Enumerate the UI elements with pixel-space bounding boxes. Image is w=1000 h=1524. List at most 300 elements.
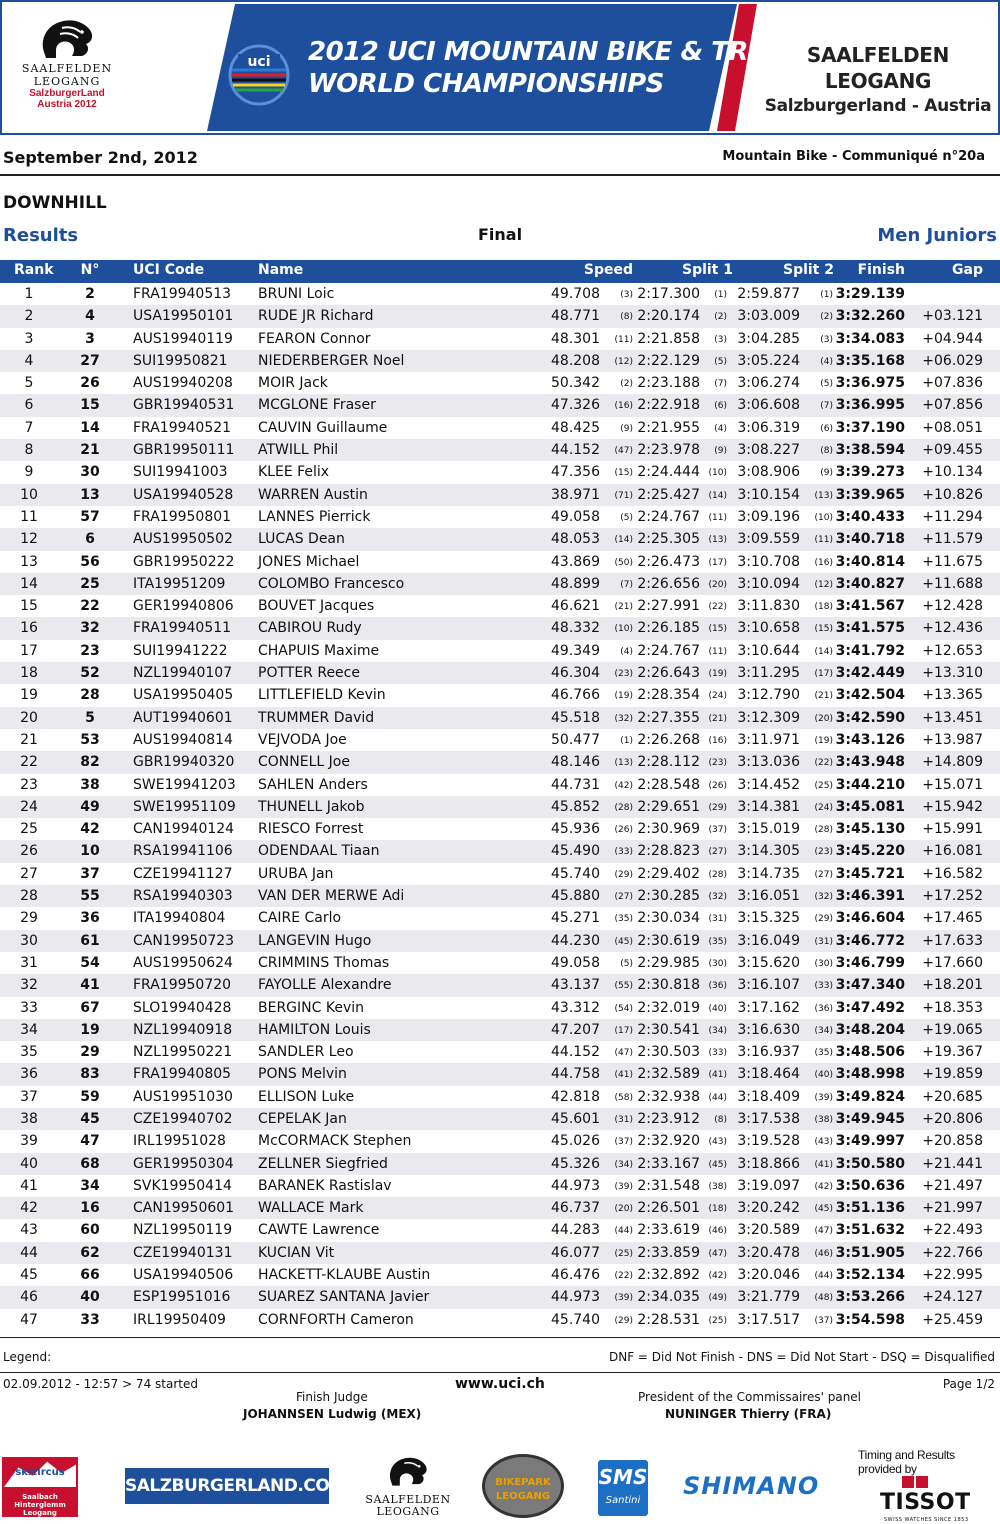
cell-rank: 41 xyxy=(20,1177,38,1194)
round-label: Final xyxy=(478,225,523,244)
table-row xyxy=(0,662,1000,684)
cell-rider-name: CAIRE Carlo xyxy=(258,910,342,927)
cell-finish-time: 3:51.632 xyxy=(835,1222,905,1239)
cell-uci-code: FRA19940513 xyxy=(133,286,232,302)
cell-split1-rank: (44) xyxy=(708,1092,727,1103)
cell-speed-rank: (22) xyxy=(614,1271,633,1282)
cell-finish-time: 3:41.567 xyxy=(835,598,905,615)
skicircus-text: skicircus xyxy=(15,1467,65,1478)
cell-rider-name: WALLACE Mark xyxy=(258,1200,364,1217)
cell-finish-time: 3:40.827 xyxy=(835,575,905,592)
communique-number: Mountain Bike - Communiqué n°20a xyxy=(722,149,985,164)
cell-rider-name: CHAPUIS Maxime xyxy=(258,642,380,659)
cell-finish-time: 3:43.948 xyxy=(835,754,905,771)
cell-split2-rank: (1) xyxy=(820,290,833,300)
cell-split1-rank: (24) xyxy=(708,691,727,702)
cell-speed: 47.207 xyxy=(551,1021,600,1038)
cell-uci-code: USA19940506 xyxy=(133,1267,234,1284)
cell-finish-time: 3:49.824 xyxy=(835,1088,905,1105)
skicircus-subtext: Saalbach Hinterglemm Leogang xyxy=(14,1493,66,1517)
cell-split2: 3:12.790 xyxy=(737,687,800,704)
cell-split2: 3:16.937 xyxy=(737,1044,800,1061)
col-header-rank: Rank xyxy=(14,262,54,278)
cell-gap: +07.856 xyxy=(922,397,983,414)
cell-gap: +18.201 xyxy=(922,977,983,994)
cell-uci-code: AUS19940119 xyxy=(133,330,233,347)
cell-number: 60 xyxy=(80,1222,100,1239)
cell-split2-rank: (38) xyxy=(814,1114,833,1125)
cell-speed-rank: (26) xyxy=(614,825,633,836)
cell-number: 42 xyxy=(80,821,100,838)
cell-speed: 46.077 xyxy=(551,1244,600,1261)
cell-split2-rank: (31) xyxy=(814,936,833,947)
uci-logo-icon xyxy=(228,44,290,106)
lion-icon xyxy=(382,1450,434,1490)
cell-rank: 11 xyxy=(20,508,38,525)
cell-split1: 2:33.859 xyxy=(637,1244,700,1261)
cell-split2-rank: (13) xyxy=(814,490,833,501)
cell-split2: 3:10.708 xyxy=(737,553,800,570)
banner-location-line1: SAALFELDEN LEOGANG xyxy=(806,43,950,93)
cell-uci-code: SWE19941203 xyxy=(133,776,236,793)
cell-split2: 2:59.877 xyxy=(737,286,800,302)
cell-uci-code: SUI19941222 xyxy=(133,642,228,659)
cell-uci-code: SLO19940428 xyxy=(133,999,232,1016)
discipline-title: DOWNHILL xyxy=(3,193,107,213)
cell-speed: 45.936 xyxy=(551,821,600,838)
cell-finish-time: 3:35.168 xyxy=(835,352,905,369)
cell-rank: 46 xyxy=(20,1289,38,1306)
cell-number: 5 xyxy=(85,709,95,726)
cell-number: 55 xyxy=(80,888,100,905)
cell-split1-rank: (49) xyxy=(708,1293,727,1304)
cell-uci-code: CZE19940131 xyxy=(133,1244,233,1261)
cell-speed-rank: (29) xyxy=(614,1315,633,1326)
cell-speed: 46.476 xyxy=(551,1267,600,1284)
cell-speed-rank: (23) xyxy=(614,669,633,680)
cell-split2: 3:09.196 xyxy=(737,508,800,525)
cell-speed-rank: (27) xyxy=(614,892,633,903)
cell-split1-rank: (34) xyxy=(708,1025,727,1036)
cell-split1-rank: (47) xyxy=(708,1248,727,1259)
cell-split2-rank: (9) xyxy=(820,468,833,479)
cell-rider-name: POTTER Reece xyxy=(258,665,360,682)
cell-split2-rank: (20) xyxy=(814,713,833,724)
cell-split2-rank: (32) xyxy=(814,892,833,903)
cell-rank: 9 xyxy=(24,464,34,481)
table-row xyxy=(0,372,1000,394)
cell-gap: +24.127 xyxy=(922,1289,983,1306)
cell-rider-name: NIEDERBERGER Noel xyxy=(258,352,405,369)
bikepark-text2: LEOGANG xyxy=(495,1491,551,1502)
cell-speed-rank: (7) xyxy=(620,579,633,590)
cell-split1: 2:26.501 xyxy=(637,1200,700,1217)
cell-finish-time: 3:48.204 xyxy=(835,1021,905,1038)
cell-split2: 3:08.227 xyxy=(737,442,800,459)
cell-number: 28 xyxy=(80,687,100,704)
cell-split1-rank: (8) xyxy=(714,1114,727,1125)
cell-split1-rank: (7) xyxy=(714,379,727,390)
cell-rank: 35 xyxy=(20,1044,38,1061)
cell-number: 57 xyxy=(80,508,100,525)
cell-uci-code: FRA19940521 xyxy=(133,419,232,436)
cell-split2-rank: (28) xyxy=(814,825,833,836)
cell-rider-name: RIESCO Forrest xyxy=(258,821,364,838)
cell-split2: 3:06.608 xyxy=(737,397,800,414)
cell-split1: 2:28.531 xyxy=(637,1311,700,1328)
cell-rank: 8 xyxy=(24,442,34,459)
cell-gap: +22.995 xyxy=(922,1267,983,1284)
cell-speed-rank: (15) xyxy=(614,468,633,479)
cell-split1-rank: (11) xyxy=(708,646,727,657)
cell-rider-name: MOIR Jack xyxy=(258,375,328,392)
cell-rank: 14 xyxy=(20,575,38,592)
cell-rider-name: FAYOLLE Alexandre xyxy=(258,977,392,994)
sms-text: SMS xyxy=(598,1465,648,1489)
cell-finish-time: 3:32.260 xyxy=(835,308,905,325)
cell-split1-rank: (2) xyxy=(714,312,727,323)
cell-split2: 3:14.452 xyxy=(737,776,800,793)
cell-speed: 44.973 xyxy=(551,1289,600,1306)
cell-gap: +08.051 xyxy=(922,419,983,436)
cell-uci-code: FRA19950720 xyxy=(133,977,232,994)
cell-split1: 2:26.643 xyxy=(637,665,700,682)
cell-finish-time: 3:36.975 xyxy=(835,375,905,392)
cell-uci-code: AUS19940814 xyxy=(133,731,233,748)
cell-speed-rank: (34) xyxy=(614,1159,633,1170)
saalfelden-sponsor-logo xyxy=(362,1450,454,1522)
cell-speed: 45.518 xyxy=(551,709,600,726)
cell-split1-rank: (31) xyxy=(708,914,727,925)
cell-finish-time: 3:46.604 xyxy=(835,910,905,927)
cell-number: 33 xyxy=(80,1311,100,1328)
banner-title-line1: 2012 UCI MOUNTAIN BIKE & TRIALS xyxy=(308,37,812,67)
cell-split1: 2:33.619 xyxy=(637,1222,700,1239)
cell-split1-rank: (5) xyxy=(714,356,727,367)
cell-split1: 2:32.920 xyxy=(637,1133,700,1150)
cell-rank: 20 xyxy=(20,709,38,726)
cell-speed: 45.740 xyxy=(551,865,600,882)
cell-split1: 2:26.185 xyxy=(637,620,700,637)
cell-finish-time: 3:46.772 xyxy=(835,932,905,949)
cell-uci-code: NZL19950221 xyxy=(133,1044,233,1061)
cell-split2: 3:15.325 xyxy=(737,910,800,927)
bikepark-leogang-logo xyxy=(482,1454,564,1518)
cell-rank: 42 xyxy=(20,1200,38,1217)
cell-split2: 3:18.464 xyxy=(737,1066,800,1083)
cell-rider-name: CRIMMINS Thomas xyxy=(258,954,390,971)
cell-speed: 45.740 xyxy=(551,1311,600,1328)
cell-speed-rank: (5) xyxy=(620,958,633,969)
cell-rider-name: SUAREZ SANTANA Javier xyxy=(258,1289,430,1306)
cell-split1: 2:30.034 xyxy=(637,910,700,927)
cell-speed: 45.326 xyxy=(551,1155,600,1172)
president-title: President of the Commissaires' panel xyxy=(638,1390,862,1404)
cell-split2-rank: (19) xyxy=(814,735,833,746)
cell-finish-time: 3:51.136 xyxy=(835,1200,905,1217)
cell-split2: 3:11.830 xyxy=(737,598,800,615)
cell-split2: 3:19.528 xyxy=(737,1133,800,1150)
cell-gap: +19.367 xyxy=(922,1044,983,1061)
cell-split1: 2:32.019 xyxy=(637,999,700,1016)
cell-speed: 48.053 xyxy=(551,531,600,548)
col-header-name: Name xyxy=(258,262,304,278)
cell-finish-time: 3:49.997 xyxy=(835,1133,905,1150)
cell-finish-time: 3:45.220 xyxy=(835,843,905,860)
cell-rider-name: HACKETT-KLAUBE Austin xyxy=(258,1267,431,1284)
table-row xyxy=(0,1219,1000,1241)
cell-split2: 3:18.866 xyxy=(737,1155,800,1172)
cell-rider-name: SAHLEN Anders xyxy=(258,776,368,793)
banner-location-line2: Salzburgerland - Austria xyxy=(764,96,992,116)
cell-speed: 45.852 xyxy=(551,798,600,815)
cell-number: 82 xyxy=(80,754,100,771)
cell-rank: 19 xyxy=(20,687,38,704)
cell-speed-rank: (39) xyxy=(614,1293,633,1304)
cell-uci-code: GBR19940320 xyxy=(133,754,235,771)
cell-finish-time: 3:38.594 xyxy=(835,442,905,459)
category-label: Men Juniors xyxy=(877,225,997,246)
cell-speed: 48.771 xyxy=(551,308,600,325)
cell-number: 47 xyxy=(80,1133,100,1150)
cell-gap: +13.987 xyxy=(922,731,983,748)
cell-speed-rank: (50) xyxy=(614,557,633,568)
cell-rank: 13 xyxy=(20,553,38,570)
cell-number: 45 xyxy=(80,1110,100,1127)
cell-speed-rank: (71) xyxy=(614,490,633,501)
cell-split2-rank: (25) xyxy=(814,780,833,791)
cell-split2-rank: (5) xyxy=(820,379,833,390)
col-header-finish: Finish xyxy=(857,262,905,278)
cell-number: 13 xyxy=(80,486,100,503)
cell-split2-rank: (30) xyxy=(814,958,833,969)
cell-split1-rank: (15) xyxy=(708,624,727,635)
cell-rider-name: BERGINC Kevin xyxy=(258,999,364,1016)
cell-number: 37 xyxy=(80,865,100,882)
cell-number: 59 xyxy=(80,1088,100,1105)
col-header-split2: Split 2 xyxy=(782,262,834,278)
cell-speed-rank: (29) xyxy=(614,869,633,880)
cell-split1: 2:29.985 xyxy=(637,954,700,971)
cell-split1-rank: (30) xyxy=(708,958,727,969)
salzburgerland-logo: SALZBURGERLAND.COM xyxy=(125,1468,329,1504)
logo-text-austria-2012: Austria 2012 xyxy=(37,99,97,110)
cell-rank: 10 xyxy=(20,486,38,503)
cell-gap: +03.121 xyxy=(922,308,983,325)
footer-url[interactable]: www.uci.ch xyxy=(455,1376,545,1392)
cell-speed: 38.971 xyxy=(551,486,600,503)
cell-uci-code: USA19950101 xyxy=(133,308,234,325)
cell-speed-rank: (19) xyxy=(614,691,633,702)
swiss-cross-icon xyxy=(902,1476,914,1488)
table-row xyxy=(0,328,1000,350)
cell-number: 34 xyxy=(80,1177,100,1194)
cell-rider-name: JONES Michael xyxy=(258,553,360,570)
cell-rider-name: CAWTE Lawrence xyxy=(258,1222,380,1239)
cell-number: 2 xyxy=(85,286,95,302)
shimano-logo: SHIMANO xyxy=(683,1472,820,1500)
cell-split1-rank: (6) xyxy=(714,401,727,412)
cell-split2-rank: (44) xyxy=(814,1271,833,1282)
cell-split1: 2:26.656 xyxy=(637,575,700,592)
cell-speed-rank: (8) xyxy=(620,312,633,323)
table-row xyxy=(0,684,1000,706)
cell-speed-rank: (12) xyxy=(614,356,633,367)
table-row xyxy=(0,461,1000,483)
cell-gap: +16.582 xyxy=(922,865,983,882)
cell-finish-time: 3:48.506 xyxy=(835,1044,905,1061)
cell-number: 19 xyxy=(80,1021,100,1038)
cell-rider-name: CEPELAK Jan xyxy=(258,1110,347,1127)
legend-label: Legend: xyxy=(3,1350,52,1364)
cell-finish-time: 3:45.721 xyxy=(835,865,905,882)
cell-split2: 3:17.162 xyxy=(737,999,800,1016)
cell-rider-name: PONS Melvin xyxy=(258,1066,347,1083)
cell-split2: 3:20.242 xyxy=(737,1200,800,1217)
cell-uci-code: CAN19940124 xyxy=(133,821,235,838)
cell-split2: 3:17.538 xyxy=(737,1110,800,1127)
cell-split2: 3:16.049 xyxy=(737,932,800,949)
cell-speed-rank: (10) xyxy=(614,624,633,635)
cell-speed: 44.152 xyxy=(551,442,600,459)
president-name: NUNINGER Thierry (FRA) xyxy=(665,1407,832,1421)
cell-speed-rank: (25) xyxy=(614,1248,633,1259)
cell-split1: 2:29.402 xyxy=(637,865,700,882)
cell-number: 49 xyxy=(80,798,100,815)
table-row xyxy=(0,774,1000,796)
cell-rank: 33 xyxy=(20,999,38,1016)
cell-gap: +15.991 xyxy=(922,821,983,838)
cell-speed-rank: (32) xyxy=(614,713,633,724)
cell-speed-rank: (20) xyxy=(614,1204,633,1215)
cell-split2-rank: (42) xyxy=(814,1181,833,1192)
cell-split1-rank: (16) xyxy=(708,735,727,746)
cell-finish-time: 3:40.433 xyxy=(835,508,905,525)
cell-speed-rank: (33) xyxy=(614,847,633,858)
table-row xyxy=(0,863,1000,885)
cell-speed-rank: (17) xyxy=(614,1025,633,1036)
cell-rank: 47 xyxy=(20,1311,38,1328)
cell-split2-rank: (4) xyxy=(820,356,833,367)
cell-rank: 5 xyxy=(24,375,34,392)
cell-split2: 3:14.381 xyxy=(737,798,800,815)
cell-gap: +19.859 xyxy=(922,1066,983,1083)
cell-rank: 25 xyxy=(20,821,38,838)
cell-speed-rank: (14) xyxy=(614,535,633,546)
cell-number: 4 xyxy=(85,308,95,325)
saalfelden-sponsor-text2: LEOGANG xyxy=(376,1505,440,1518)
cell-number: 29 xyxy=(80,1044,100,1061)
cell-rank: 32 xyxy=(20,977,38,994)
cell-split2-rank: (40) xyxy=(814,1070,833,1081)
cell-rank: 15 xyxy=(20,598,38,615)
cell-rank: 28 xyxy=(20,888,38,905)
cell-split1: 2:28.548 xyxy=(637,776,700,793)
cell-split2-rank: (21) xyxy=(814,691,833,702)
cell-rank: 30 xyxy=(20,932,38,949)
cell-finish-time: 3:44.210 xyxy=(835,776,905,793)
cell-speed-rank: (37) xyxy=(614,1137,633,1148)
cell-split1-rank: (26) xyxy=(708,780,727,791)
cell-split2-rank: (11) xyxy=(814,535,833,546)
cell-split1: 2:23.188 xyxy=(637,375,700,392)
table-row xyxy=(0,417,1000,439)
cell-split2: 3:17.517 xyxy=(737,1311,800,1328)
cell-split1: 2:31.548 xyxy=(637,1177,700,1194)
cell-rank: 17 xyxy=(20,642,38,659)
cell-speed-rank: (21) xyxy=(614,602,633,613)
cell-gap: +11.688 xyxy=(922,575,983,592)
cell-number: 56 xyxy=(80,553,100,570)
cell-split1-rank: (35) xyxy=(708,936,727,947)
logo-text-saalfelden: SAALFELDEN xyxy=(21,62,113,75)
cell-split1: 2:21.858 xyxy=(637,330,700,347)
table-row xyxy=(0,930,1000,952)
cell-split2: 3:06.319 xyxy=(737,419,800,436)
table-row xyxy=(0,1063,1000,1085)
cell-split1-rank: (40) xyxy=(708,1003,727,1014)
cell-uci-code: NZL19940918 xyxy=(133,1021,233,1038)
cell-speed-rank: (28) xyxy=(614,802,633,813)
cell-number: 54 xyxy=(80,954,100,971)
table-row xyxy=(0,1041,1000,1063)
cell-gap: +13.365 xyxy=(922,687,983,704)
cell-gap: +11.675 xyxy=(922,553,983,570)
cell-number: 36 xyxy=(80,910,100,927)
table-row xyxy=(0,1309,1000,1331)
cell-split2: 3:10.644 xyxy=(737,642,800,659)
cell-uci-code: AUS19940208 xyxy=(133,375,233,392)
table-row xyxy=(0,394,1000,416)
table-row xyxy=(0,1286,1000,1308)
cell-rank: 16 xyxy=(20,620,38,637)
saalfelden-sponsor-text1: SAALFELDEN xyxy=(365,1493,451,1506)
cell-speed-rank: (1) xyxy=(620,735,633,746)
cell-uci-code: GBR19950222 xyxy=(133,553,235,570)
cell-gap: +10.134 xyxy=(922,464,983,481)
table-row xyxy=(0,707,1000,729)
cell-split2-rank: (2) xyxy=(820,312,833,323)
cell-split1-rank: (18) xyxy=(708,1204,727,1215)
cell-speed-rank: (31) xyxy=(614,1114,633,1125)
cell-uci-code: AUT19940601 xyxy=(133,709,233,726)
cell-speed-rank: (3) xyxy=(620,290,633,300)
cell-number: 41 xyxy=(80,977,100,994)
cell-rank: 7 xyxy=(24,419,34,436)
cell-rank: 1 xyxy=(24,286,34,302)
cell-finish-time: 3:29.139 xyxy=(835,286,905,302)
cell-speed: 45.601 xyxy=(551,1110,600,1127)
cell-split1: 2:33.167 xyxy=(637,1155,700,1172)
cell-gap: +12.428 xyxy=(922,598,983,615)
cell-speed-rank: (44) xyxy=(614,1226,633,1237)
cell-finish-time: 3:39.273 xyxy=(835,464,905,481)
table-row xyxy=(0,528,1000,550)
cell-split2-rank: (22) xyxy=(814,758,833,769)
table-row xyxy=(0,818,1000,840)
cell-split1-rank: (11) xyxy=(708,512,727,523)
cell-split2: 3:15.019 xyxy=(737,821,800,838)
cell-rank: 26 xyxy=(20,843,38,860)
table-row xyxy=(0,885,1000,907)
cell-gap: +21.997 xyxy=(922,1200,983,1217)
timing-provider-label: Timing and Results provided by xyxy=(858,1448,955,1476)
cell-rider-name: BRUNI Loic xyxy=(258,286,335,302)
table-row xyxy=(0,595,1000,617)
cell-finish-time: 3:54.598 xyxy=(835,1311,905,1328)
cell-finish-time: 3:36.995 xyxy=(835,397,905,414)
cell-split2-rank: (10) xyxy=(814,512,833,523)
